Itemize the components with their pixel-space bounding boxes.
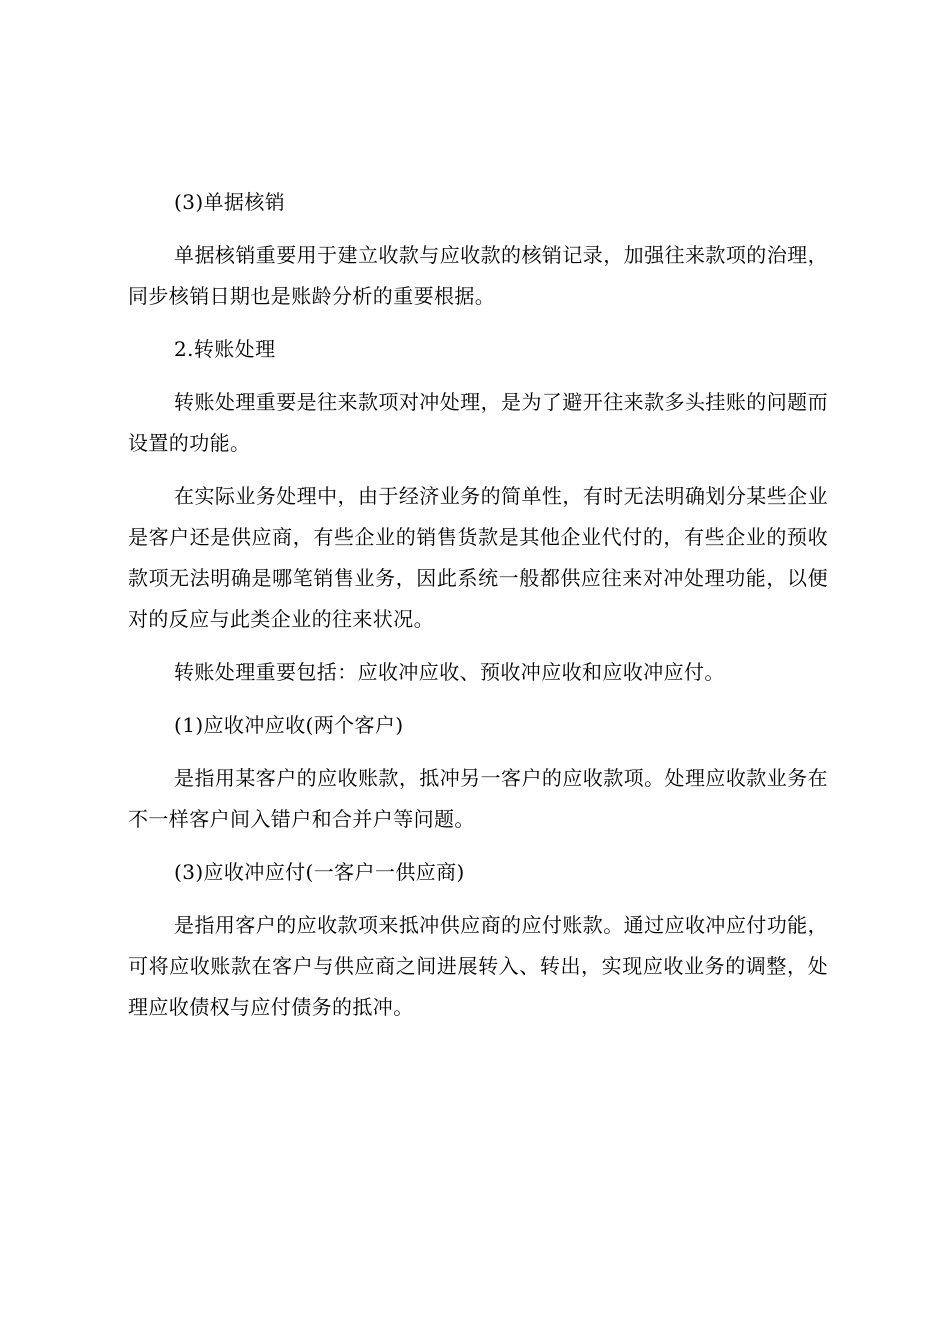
- paragraph-receivable-vs-receivable: 是指用某客户的应收账款，抵冲另一客户的应收款项。处理应收款业务在不一样客户间入错户和合并户等问题。: [128, 766, 828, 831]
- paragraph-transfer-types: 转账处理重要包括：应收冲应收、预收冲应收和应收冲应付。: [174, 660, 725, 684]
- section-heading-voucher-writeoff: (3)单据核销: [174, 190, 286, 214]
- paragraph-transfer-intro: 转账处理重要是往来款项对冲处理，是为了避开往来款多头挂账的问题而设置的功能。: [128, 390, 828, 455]
- subheading-receivable-vs-receivable: (1)应收冲应收(两个客户): [174, 713, 404, 737]
- subheading-receivable-vs-payable: (3)应收冲应付(一客户一供应商): [174, 860, 465, 884]
- paragraph-receivable-vs-payable: 是指用客户的应收款项来抵冲供应商的应付账款。通过应收冲应付功能，可将应收账款在客户与供应商之间进展转入、转出，实现应收业务的调整，处理应收债权与应付债务的抵冲。: [128, 913, 828, 1019]
- section-heading-transfer: 2.转账处理: [174, 337, 276, 361]
- paragraph-voucher-writeoff: 单据核销重要用于建立收款与应收款的核销记录，加强往来款项的治理，同步核销日期也是账龄分析的重要根据。: [128, 243, 828, 308]
- paragraph-transfer-detail: 在实际业务处理中，由于经济业务的简单性，有时无法明确划分某些企业是客户还是供应商，有些企业的销售货款是其他企业代付的，有些企业的预收款项无法明确是哪笔销售业务，因此系统一般都供应往来对冲处理功能，以便对的反应与此类企业的往来状况。: [128, 484, 828, 631]
- document-body: [128, 182, 828, 1040]
